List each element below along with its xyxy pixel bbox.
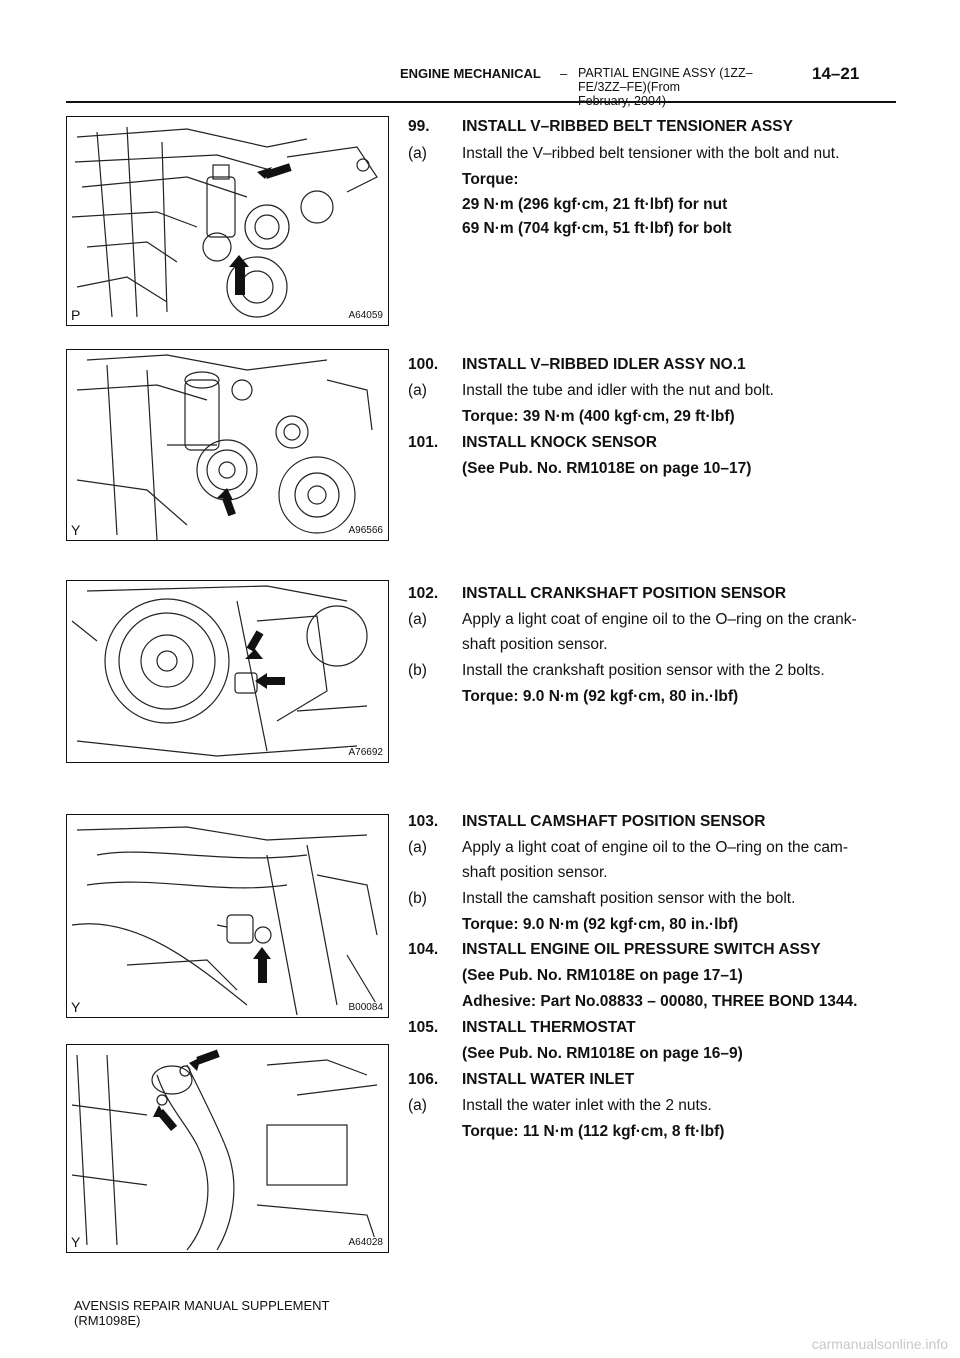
step-title-text: INSTALL CAMSHAFT POSITION SENSOR xyxy=(462,813,766,830)
sub-label: (a) xyxy=(408,839,427,856)
step-102-a-cont: shaft position sensor. xyxy=(462,636,608,653)
step-104-title xyxy=(408,941,821,959)
page-header xyxy=(0,0,960,104)
step-title-text: INSTALL V–RIBBED BELT TENSIONER ASSY xyxy=(462,118,793,135)
step-106-title xyxy=(408,1071,634,1089)
sub-label: (a) xyxy=(408,382,427,399)
step-99-torque-nut: 29 N·m (296 kgf·cm, 21 ft·lbf) for nut xyxy=(462,196,728,213)
footer-line2: (RM1098E) xyxy=(74,1313,141,1328)
step-title-text: INSTALL KNOCK SENSOR xyxy=(462,434,657,451)
step-title-text: INSTALL CRANKSHAFT POSITION SENSOR xyxy=(462,585,787,602)
step-105-title xyxy=(408,1019,636,1037)
sub-text: Install the crankshaft position sensor with the 2 bolts. xyxy=(462,662,825,679)
sub-label: (b) xyxy=(408,890,427,907)
figure-id: A64028 xyxy=(348,1237,383,1248)
step-99-torque-bolt: 69 N·m (704 kgf·cm, 51 ft·lbf) for bolt xyxy=(462,220,732,237)
step-103-a xyxy=(408,839,848,857)
figure-code: Y xyxy=(71,522,81,538)
step-102-a xyxy=(408,611,857,629)
step-100-torque: Torque: 39 N·m (400 kgf·cm, 29 ft·lbf) xyxy=(462,408,735,425)
step-103-b xyxy=(408,890,795,908)
sub-label: (b) xyxy=(408,662,427,679)
figure-id: A64059 xyxy=(348,310,383,321)
header-dash: – xyxy=(560,66,568,81)
step-101-ref: (See Pub. No. RM1018E on page 10–17) xyxy=(462,460,752,477)
sub-text: Install the V–ribbed belt tensioner with the bolt and nut. xyxy=(462,145,840,162)
step-title-text: INSTALL ENGINE OIL PRESSURE SWITCH ASSY xyxy=(462,941,821,958)
sub-label: (a) xyxy=(408,611,427,628)
figure-crankshaft-sensor xyxy=(66,580,389,763)
figure-idler-pulley xyxy=(66,349,389,541)
step-103-torque: Torque: 9.0 N·m (92 kgf·cm, 80 in.·lbf) xyxy=(462,916,739,933)
figure-id: B00084 xyxy=(348,1002,383,1013)
step-number: 99. xyxy=(408,118,430,135)
step-105-ref: (See Pub. No. RM1018E on page 16–9) xyxy=(462,1045,743,1062)
sub-text: Install the water inlet with the 2 nuts. xyxy=(462,1097,712,1114)
figure-id: A76692 xyxy=(348,747,383,758)
camshaft-sensor-illustration xyxy=(67,815,389,1018)
step-number: 104. xyxy=(408,941,439,958)
step-102-b xyxy=(408,662,825,680)
sub-text: Apply a light coat of engine oil to the O–ring on the crank- xyxy=(462,611,857,628)
page-number: 14–21 xyxy=(812,64,860,83)
step-102-title xyxy=(408,585,786,603)
step-106-a xyxy=(408,1097,712,1115)
crankshaft-sensor-illustration xyxy=(67,581,389,763)
sub-text: Install the tube and idler with the nut and bolt. xyxy=(462,382,774,399)
step-99-a xyxy=(408,145,839,163)
step-106-torque: Torque: 11 N·m (112 kgf·cm, 8 ft·lbf) xyxy=(462,1123,725,1140)
header-title-line1: PARTIAL ENGINE ASSY (1ZZ–FE/3ZZ–FE)(From xyxy=(578,66,753,94)
step-100-a xyxy=(408,382,774,400)
step-104-ref: (See Pub. No. RM1018E on page 17–1) xyxy=(462,967,743,984)
footer-line1: AVENSIS REPAIR MANUAL SUPPLEMENT xyxy=(74,1298,330,1313)
figure-code: Y xyxy=(71,999,81,1015)
step-100-title xyxy=(408,356,746,374)
header-section: ENGINE MECHANICAL xyxy=(400,66,541,81)
sub-label: (a) xyxy=(408,1097,427,1114)
step-number: 101. xyxy=(408,434,439,451)
step-title-text: INSTALL V–RIBBED IDLER ASSY NO.1 xyxy=(462,356,746,373)
step-99-torque-label: Torque: xyxy=(462,171,519,188)
engine-belt-tensioner-illustration xyxy=(67,117,389,326)
header-rule xyxy=(66,101,896,103)
figure-code: Y xyxy=(71,1234,81,1250)
step-104-adhesive: Adhesive: Part No.08833 – 00080, THREE BOND 1344. xyxy=(462,993,858,1010)
step-title-text: INSTALL THERMOSTAT xyxy=(462,1019,636,1036)
figure-camshaft-sensor xyxy=(66,814,389,1018)
page-footer xyxy=(74,1298,330,1328)
step-99-title xyxy=(408,118,793,136)
step-103-a-cont: shaft position sensor. xyxy=(462,864,608,881)
step-102-torque: Torque: 9.0 N·m (92 kgf·cm, 80 in.·lbf) xyxy=(462,688,739,705)
watermark: carmanualsonline.info xyxy=(811,1336,948,1352)
step-title-text: INSTALL WATER INLET xyxy=(462,1071,635,1088)
step-number: 103. xyxy=(408,813,439,830)
figure-id: A96566 xyxy=(348,525,383,536)
step-number: 106. xyxy=(408,1071,439,1088)
step-number: 100. xyxy=(408,356,439,373)
step-103-title xyxy=(408,813,765,831)
sub-label: (a) xyxy=(408,145,427,162)
step-number: 102. xyxy=(408,585,439,602)
sub-text: Apply a light coat of engine oil to the O–ring on the cam- xyxy=(462,839,849,856)
figure-water-inlet xyxy=(66,1044,389,1253)
idler-pulley-illustration xyxy=(67,350,389,541)
water-inlet-illustration xyxy=(67,1045,389,1253)
figure-belt-tensioner xyxy=(66,116,389,326)
step-101-title xyxy=(408,434,657,452)
sub-text: Install the camshaft position sensor with the bolt. xyxy=(462,890,796,907)
step-number: 105. xyxy=(408,1019,439,1036)
figure-code: P xyxy=(71,307,81,323)
